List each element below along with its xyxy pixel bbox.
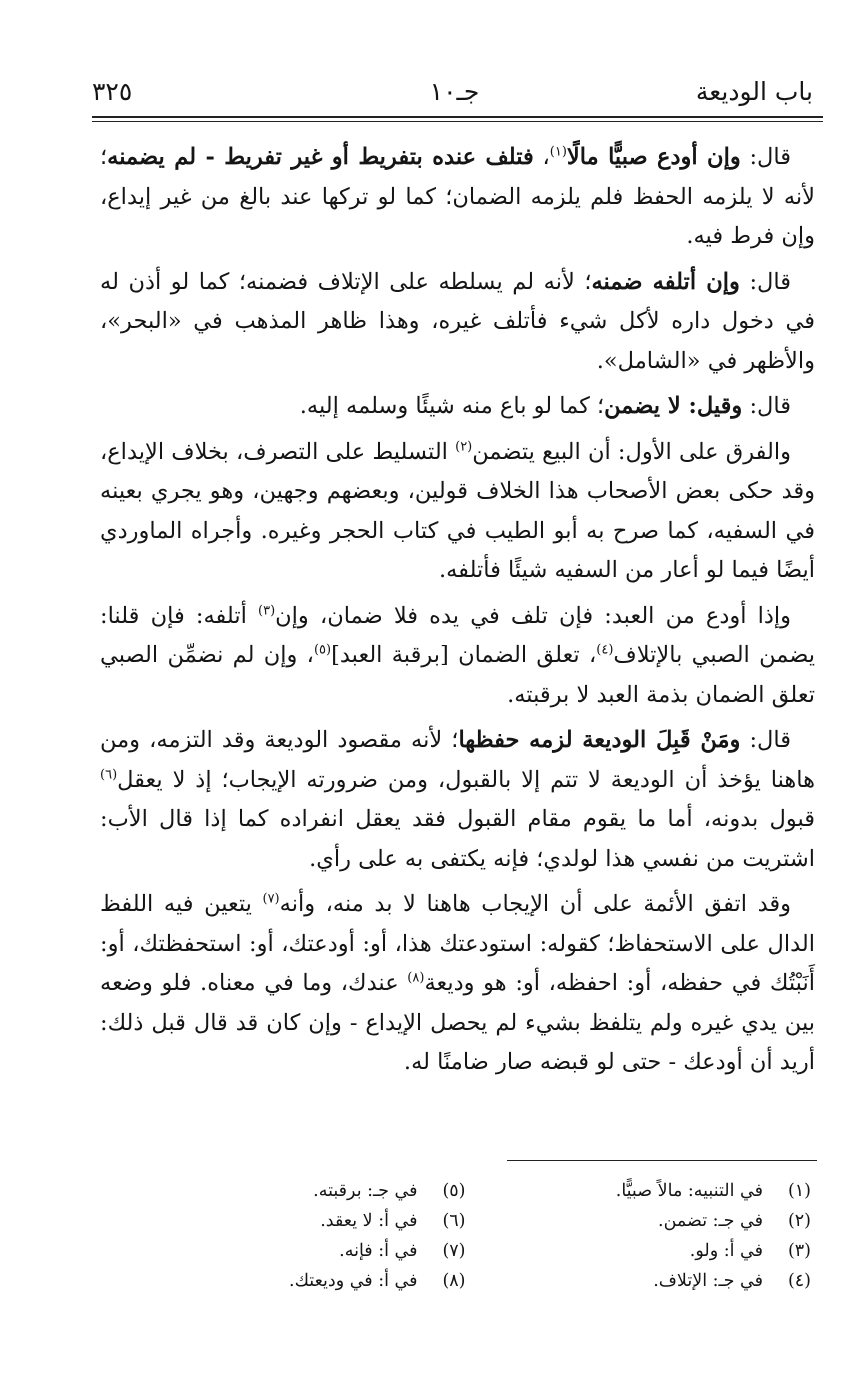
- bold-text: وإن أودع صبيًّا مالًا: [566, 144, 741, 170]
- footnote-marker: (٧): [262, 891, 280, 907]
- footnote-text: في جـ: الإتلاف.: [653, 1271, 763, 1291]
- page-number: ٣٢٥: [92, 77, 133, 106]
- text-run: قال:: [742, 393, 791, 419]
- text-run: ؛ لأنه مقصود الوديعة وقد التزمه، ومن هاهنا يؤخذ أن الوديعة لا تتم إلا بالقبول، ومن ضرورته الإيجاب؛ إذ لا يعقل: [100, 727, 815, 793]
- paragraph: [100, 721, 815, 879]
- bold-text: وقيل: لا يضمن: [604, 393, 743, 419]
- footnote-number: (٥): [442, 1181, 466, 1201]
- footnote-number: (٢): [787, 1211, 811, 1231]
- footnote: [466, 1266, 812, 1296]
- text-run: التسليط على التصرف، بخلاف الإيداع، وقد حكى بعض الأصحاب هذا الخلاف قولين، وبعضهم وجهين، وهو يجري بعينه في السفيه، كما صرح به أبو الطيب في كتاب الحجر وغيره. وأجراه الماوردي أيضًا فيما لو أعار من السفيه شيئًا فأتلفه.: [100, 438, 815, 583]
- footnote-column-left: [120, 1176, 466, 1296]
- footnote-text: في أ: لا يعقد.: [320, 1211, 418, 1231]
- header-rule-thin: [92, 121, 823, 122]
- footnote-text: في جـ: تضمن.: [658, 1211, 763, 1231]
- footnote-text: في جـ: برقبته.: [313, 1181, 418, 1201]
- footnote-text: في أ: فإنه.: [339, 1241, 418, 1261]
- footnote-marker: (٣): [258, 603, 276, 618]
- footnote-text: في أ: ولو.: [689, 1241, 763, 1261]
- text-run: أتلفه: فإن قلنا: يضمن الصبي بالإتلاف: [100, 602, 815, 668]
- footnote: [120, 1266, 466, 1296]
- footnote: [120, 1206, 466, 1236]
- footnote: [120, 1176, 466, 1206]
- footnote-number: (٣): [787, 1241, 811, 1261]
- text-run: عندك، وما في معناه. فلو وضعه بين يدي غيره ولم يتلفظ بشيء لم يحصل الإيداع - وإن كان قد قال قبل ذلك: أريد أن أودعك - حتى لو قبضه صار ضامنًا له.: [100, 970, 815, 1075]
- footnote-column-right: [466, 1176, 812, 1296]
- footnotes: [120, 1176, 811, 1296]
- text-run: قال:: [739, 268, 791, 295]
- text-run: ، وإن لم نضمِّن الصبي تعلق الضمان بذمة العبد لا برقبته.: [100, 642, 815, 708]
- text-run: ؛ لأنه لم يسلطه على الإتلاف فضمنه؛ كما لو أذن له في دخول داره لأكل شيء فأتلف غيره، وهذا ظاهر المذهب في «البحر»، والأظهر في «الشامل».: [100, 268, 815, 374]
- text-run: ؛ لأنه لا يلزمه الحفظ فلم يلزمه الضمان؛ كما لو تركها عند بالغ من غير إيداع، وإن فرط فيه.: [100, 144, 815, 249]
- footnote-separator: [507, 1160, 817, 1161]
- paragraph: [100, 885, 815, 1083]
- text-run: قبول بدونه، أما ما يقوم مقام القبول فقد يعقل انفراده كما إذا قال الأب: اشتريت من نفسي هذا لولدي؛ فإنه يكتفى به على رأي.: [100, 806, 815, 872]
- header-rule-thick: [92, 116, 823, 118]
- body-text: [100, 138, 815, 1089]
- footnote-marker: (٨): [407, 970, 425, 986]
- footnote-text: في التنبيه: مالاً صبيًّا.: [615, 1181, 763, 1201]
- paragraph: [100, 387, 815, 427]
- footnote-marker: (٥): [313, 642, 332, 658]
- paragraph: [100, 433, 815, 591]
- footnote-number: (٨): [442, 1271, 466, 1291]
- footnote: [466, 1236, 812, 1266]
- footnote-marker: (٢): [455, 439, 473, 454]
- footnote-marker: (١): [549, 144, 567, 160]
- text-run: وقد اتفق الأئمة على أن الإيجاب هاهنا لا بد منه، وأنه: [279, 891, 791, 917]
- footnote-number: (١): [787, 1181, 811, 1201]
- footnote-marker: (٦): [100, 767, 118, 782]
- footnote: [466, 1176, 812, 1206]
- chapter-title: باب الوديعة: [695, 77, 813, 106]
- text-run: يتعين فيه اللفظ الدال على الاستحفاظ؛ كقوله: استودعتك هذا، أو: أودعتك، أو: استحفظتك، أو: أَنَبْتُك في حفظه، أو: احفظه، أو: هو وديعة: [100, 891, 815, 996]
- text-run: ، تعلق الضمان [برقبة العبد]: [331, 642, 597, 668]
- volume-label: جـ١٠: [429, 77, 480, 106]
- footnote-number: (٦): [442, 1211, 466, 1231]
- footnote: [120, 1236, 466, 1266]
- footnote-number: (٤): [787, 1271, 811, 1291]
- paragraph: [100, 138, 815, 257]
- text-run: ؛ كما لو باع منه شيئًا وسلمه إليه.: [299, 393, 605, 419]
- footnote: [466, 1206, 812, 1236]
- bold-text: فتلف عنده بتفريط أو غير تفريط - لم يضمنه: [107, 144, 534, 170]
- bold-text: وإن أتلفه ضمنه: [591, 268, 740, 295]
- text-run: قال:: [740, 727, 791, 753]
- footnote-text: في أ: في وديعتك.: [289, 1271, 418, 1291]
- text-run: وإذا أودع من العبد: فإن تلف في يده فلا ضمان، وإن: [275, 602, 792, 629]
- text-run: ،: [533, 144, 550, 170]
- paragraph: [100, 263, 815, 382]
- text-run: قال:: [740, 144, 791, 170]
- paragraph: [100, 597, 815, 716]
- bold-text: ومَنْ قَبِلَ الوديعة لزمه حفظها: [458, 727, 741, 753]
- footnote-number: (٧): [442, 1241, 466, 1261]
- text-run: والفرق على الأول: أن البيع يتضمن: [472, 438, 791, 465]
- footnote-marker: (٤): [596, 642, 614, 658]
- running-header: [92, 74, 817, 110]
